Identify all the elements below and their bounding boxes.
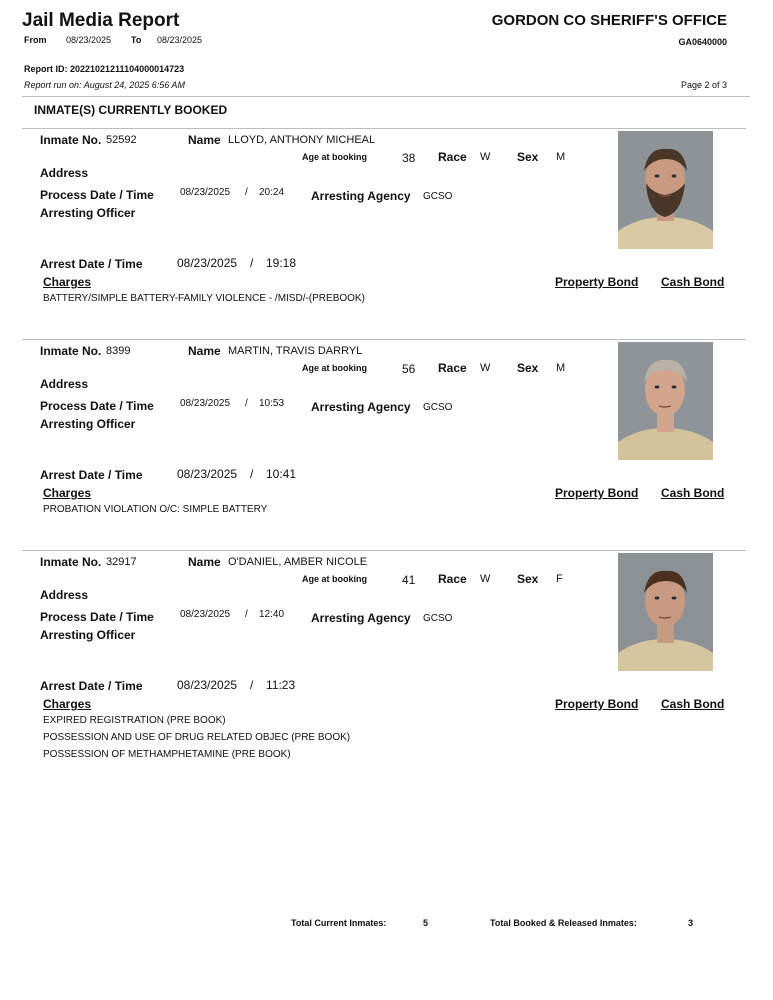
name-value: LLOYD, ANTHONY MICHEAL — [228, 134, 376, 146]
charge-line: POSSESSION OF METHAMPHETAMINE (PRE BOOK) — [43, 749, 291, 760]
arresting-officer-label: Arresting Officer — [40, 628, 136, 642]
arrest-date-value: 08/23/2025 — [177, 678, 238, 692]
process-date-value: 08/23/2025 — [180, 187, 231, 198]
property-bond-label: Property Bond — [555, 275, 639, 289]
race-value: W — [480, 151, 491, 163]
report-title: Jail Media Report — [22, 10, 180, 31]
inmate-photo — [618, 131, 713, 249]
property-bond-label: Property Bond — [555, 697, 639, 711]
charges-label: Charges — [43, 486, 92, 500]
section-title: INMATE(S) CURRENTLY BOOKED — [34, 103, 228, 117]
to-label: To — [131, 35, 142, 45]
sex-label: Sex — [517, 572, 539, 586]
process-date-label: Process Date / Time — [40, 188, 154, 202]
process-slash: / — [245, 609, 248, 620]
charge-line: BATTERY/SIMPLE BATTERY-FAMILY VIOLENCE - /MISD/-(PREBOOK) — [43, 293, 365, 304]
name-label: Name — [188, 133, 221, 147]
cash-bond-label: Cash Bond — [661, 486, 725, 500]
record-divider — [22, 128, 746, 129]
race-label: Race — [438, 572, 467, 586]
total-current-value: 5 — [423, 918, 429, 928]
process-time-value: 20:24 — [259, 187, 285, 198]
cash-bond-label: Cash Bond — [661, 697, 725, 711]
arrest-date-value: 08/23/2025 — [177, 467, 238, 481]
name-value: O'DANIEL, AMBER NICOLE — [228, 556, 368, 568]
age-value: 38 — [402, 151, 416, 165]
age-value: 56 — [402, 362, 416, 376]
inmate-record — [0, 128, 773, 339]
name-value: MARTIN, TRAVIS DARRYL — [228, 345, 363, 357]
arrest-slash: / — [250, 678, 254, 692]
sex-label: Sex — [517, 150, 539, 164]
inmate-no-value: 8399 — [106, 345, 131, 357]
inmate-no-label: Inmate No. — [40, 133, 102, 147]
report-id: Report ID: 20221021211104000014723 — [24, 64, 185, 74]
process-slash: / — [245, 187, 248, 198]
arrest-time-value: 19:18 — [266, 256, 297, 270]
age-label: Age at booking — [302, 363, 367, 373]
total-booked-value: 3 — [688, 918, 694, 928]
process-slash: / — [245, 398, 248, 409]
record-divider — [22, 550, 746, 551]
inmate-no-value: 52592 — [106, 134, 137, 146]
from-label: From — [24, 35, 47, 45]
inmate-no-label: Inmate No. — [40, 555, 102, 569]
inmate-no-label: Inmate No. — [40, 344, 102, 358]
sex-label: Sex — [517, 361, 539, 375]
inmate-record — [0, 339, 773, 550]
charge-line: EXPIRED REGISTRATION (PRE BOOK) — [43, 715, 226, 726]
race-value: W — [480, 362, 491, 374]
address-label: Address — [40, 588, 89, 602]
arresting-officer-label: Arresting Officer — [40, 206, 136, 220]
page-number: Page 2 of 3 — [680, 80, 727, 90]
inmate-photo — [618, 342, 713, 460]
arrest-date-label: Arrest Date / Time — [40, 679, 143, 693]
process-date-value: 08/23/2025 — [180, 398, 231, 409]
process-time-value: 12:40 — [259, 609, 285, 620]
race-label: Race — [438, 150, 467, 164]
charge-line: POSSESSION AND USE OF DRUG RELATED OBJEC (PRE BOOK) — [43, 732, 351, 743]
record-divider — [22, 339, 746, 340]
arresting-agency-label: Arresting Agency — [311, 189, 411, 203]
age-value: 41 — [402, 573, 416, 587]
sex-value: F — [556, 573, 563, 585]
arrest-time-value: 10:41 — [266, 467, 297, 481]
sex-value: M — [556, 151, 566, 163]
sex-value: M — [556, 362, 566, 374]
charges-label: Charges — [43, 697, 92, 711]
arresting-agency-label: Arresting Agency — [311, 611, 411, 625]
charge-line: PROBATION VIOLATION O/C: SIMPLE BATTERY — [43, 504, 268, 515]
race-label: Race — [438, 361, 467, 375]
name-label: Name — [188, 555, 221, 569]
property-bond-label: Property Bond — [555, 486, 639, 500]
process-time-value: 10:53 — [259, 398, 285, 409]
arresting-officer-label: Arresting Officer — [40, 417, 136, 431]
arrest-slash: / — [250, 256, 254, 270]
arrest-slash: / — [250, 467, 254, 481]
charges-label: Charges — [43, 275, 92, 289]
from-date: 08/23/2025 — [66, 35, 112, 45]
address-label: Address — [40, 377, 89, 391]
name-label: Name — [188, 344, 221, 358]
arresting-agency-value: GCSO — [423, 402, 453, 413]
age-label: Age at booking — [302, 574, 367, 584]
arresting-agency-value: GCSO — [423, 191, 453, 202]
process-date-value: 08/23/2025 — [180, 609, 231, 620]
process-date-label: Process Date / Time — [40, 610, 154, 624]
race-value: W — [480, 573, 491, 585]
inmate-record — [0, 550, 773, 761]
header-divider — [22, 96, 750, 97]
to-date: 08/23/2025 — [157, 35, 203, 45]
arresting-agency-label: Arresting Agency — [311, 400, 411, 414]
arrest-date-value: 08/23/2025 — [177, 256, 238, 270]
age-label: Age at booking — [302, 152, 367, 162]
address-label: Address — [40, 166, 89, 180]
total-current-label: Total Current Inmates: — [291, 918, 387, 928]
arrest-date-label: Arrest Date / Time — [40, 468, 143, 482]
arrest-date-label: Arrest Date / Time — [40, 257, 143, 271]
agency-name: GORDON CO SHERIFF'S OFFICE — [491, 12, 727, 29]
inmate-photo — [618, 553, 713, 671]
total-booked-label: Total Booked & Released Inmates: — [490, 918, 637, 928]
process-date-label: Process Date / Time — [40, 399, 154, 413]
inmate-no-value: 32917 — [106, 556, 137, 568]
cash-bond-label: Cash Bond — [661, 275, 725, 289]
report-run-on: Report run on: August 24, 2025 6:56 AM — [24, 80, 185, 90]
arrest-time-value: 11:23 — [266, 678, 296, 692]
arresting-agency-value: GCSO — [423, 613, 453, 624]
agency-code: GA0640000 — [678, 37, 727, 47]
